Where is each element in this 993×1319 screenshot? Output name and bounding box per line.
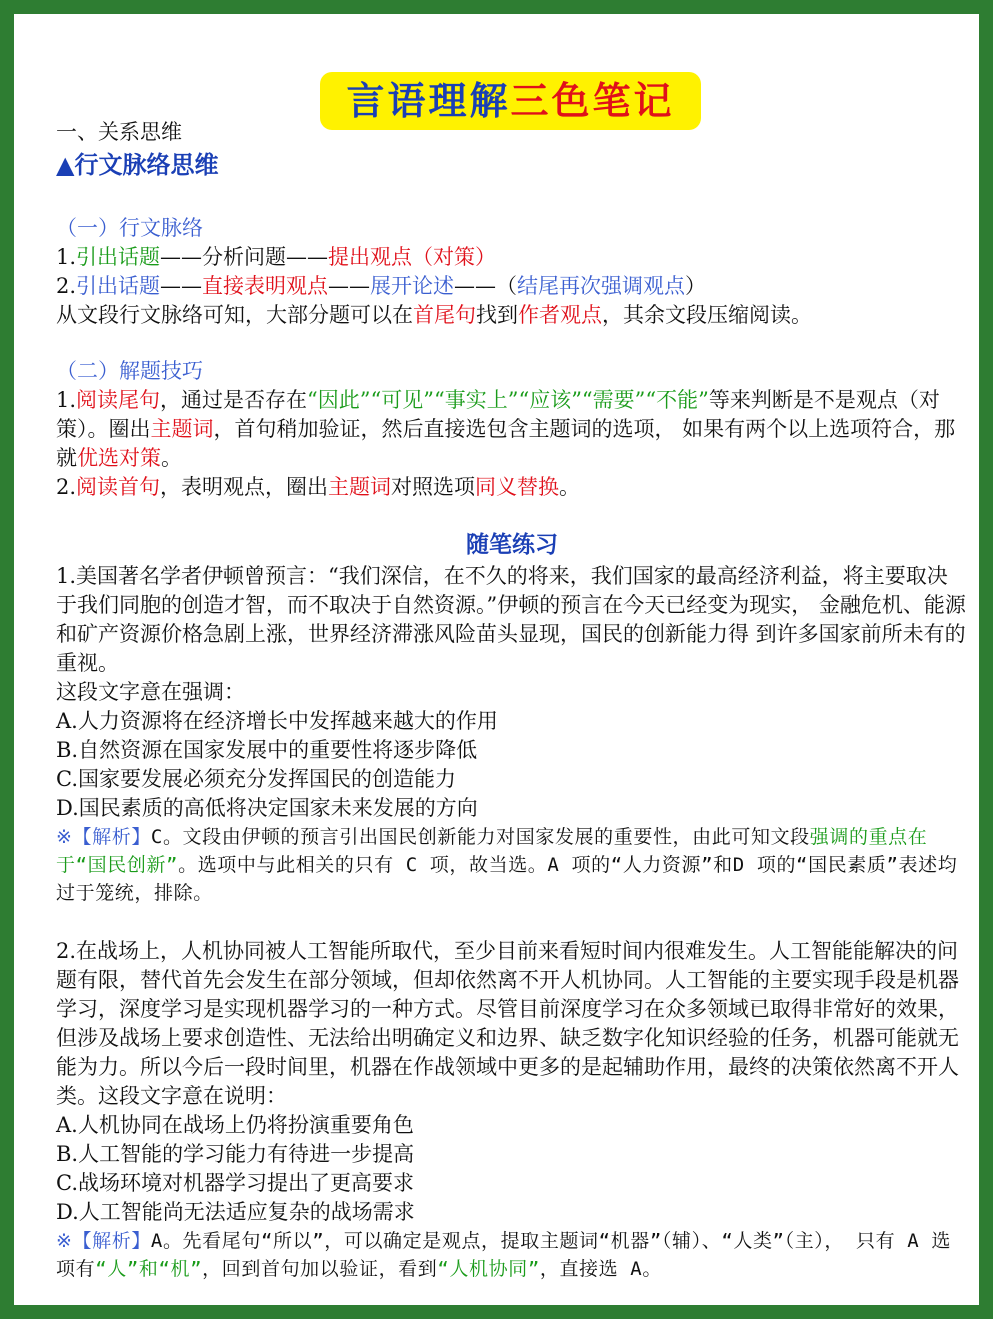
q1-stem: 1.美国著名学者伊顿曾预言：“我们深信，在不久的将来，我们国家的最高经济利益，将主要取决于我们同胞的创造才智，而不取决于自然资源。”伊顿的预言在今天已经变为现实， 金融危机、能源和矿产资源价格急剧上涨，世界经济滞涨风险苗头显现，国民的创新能力得 到许多国家前所未有的重视。 xyxy=(56,564,966,675)
q1-option-c: C.国家要发展必须充分发挥国民的创造能力 xyxy=(56,767,456,791)
section1-heading: ▲行文脉络思维 xyxy=(56,151,219,179)
title-part1: 言语理解 xyxy=(346,79,511,123)
q1-analysis-mark: ※【解析】 xyxy=(56,826,151,848)
section1-title: 一、关系思维 xyxy=(56,120,182,144)
flow-line-2: 2.引出话题——直接表明观点——展开论述——（结尾再次强调观点） xyxy=(56,274,707,298)
content xyxy=(56,118,968,1283)
tip-2: 2.阅读首句，表明观点，圈出主题词对照选项同义替换。 xyxy=(56,475,581,499)
flow-line-3: 从文段行文脉络可知，大部分题可以在首尾句找到作者观点，其余文段压缩阅读。 xyxy=(56,303,812,327)
q1-analysis: ※【解析】C。文段由伊顿的预言引出国民创新能力对国家发展的重要性，由此可知文段强调的重点在于“国民创新”。选项中与此相关的只有 C 项，故当选。A 项的“人力资源”和D 项的“国民素质”表述均过于笼统，排除。 xyxy=(56,826,958,904)
q2-option-d: D.人工智能尚无法适应复杂的战场需求 xyxy=(56,1200,415,1224)
q2-stem: 2.在战场上，人机协同被人工智能所取代，至少目前来看短时间内很难发生。人工智能能解决的问题有限，替代首先会发生在部分领域，但却依然离不开人机协同。人工智能的主要实现手段是机器学习，深度学习是实现机器学习的一种方式。尽管目前深度学习在众多领域已取得非常好的效果，但涉及战场上要求创造性、无法给出明确定义和边界、缺乏数字化知识经验的任务，机器可能就无能为力。所以今后一段时间里，机器在作战领域中更多的是起辅助作用，最终的决策依然离不开人类。这段文字意在说明： xyxy=(56,939,959,1108)
q1-question: 这段文字意在强调： xyxy=(56,680,245,704)
q1-option-a: A.人力资源将在经济增长中发挥越来越大的作用 xyxy=(56,709,498,733)
practice-title: 随笔练习 xyxy=(466,532,558,558)
q2-analysis: ※【解析】A。先看尾句“所以”，可以确定是观点，提取主题词“机器”（辅）、“人类”（主）， 只有 A 选项有“人”和“机”，回到首句加以验证，看到“人机协同”，直接选 A。 xyxy=(56,1230,951,1280)
q2-option-b: B.人工智能的学习能力有待进一步提高 xyxy=(56,1142,415,1166)
q1-option-d: D.国民素质的高低将决定国家未来发展的方向 xyxy=(56,796,478,820)
q2-option-a: A.人机协同在战场上仍将扮演重要角色 xyxy=(56,1113,414,1137)
q2-option-c: C.战场环境对机器学习提出了更高要求 xyxy=(56,1171,414,1195)
title-part2: 三色笔记 xyxy=(510,79,675,123)
tip-1: 1.阅读尾句，通过是否存在“因此”“可见”“事实上”“应该”“需要”“不能”等来判断是不是观点（对策）。圈出主题词，首句稍加验证，然后直接选包含主题词的选项， 如果有两个以上选项符合，那就优选对策。 xyxy=(56,388,956,470)
q1-option-b: B.自然资源在国家发展中的重要性将逐步降低 xyxy=(56,738,478,762)
sub1-title: （一）行文脉络 xyxy=(56,216,203,240)
q2-analysis-mark: ※【解析】 xyxy=(56,1230,151,1252)
sub2-title: （二）解题技巧 xyxy=(56,359,203,383)
flow-line-1: 1.引出话题——分析问题——提出观点（对策） xyxy=(56,245,497,269)
